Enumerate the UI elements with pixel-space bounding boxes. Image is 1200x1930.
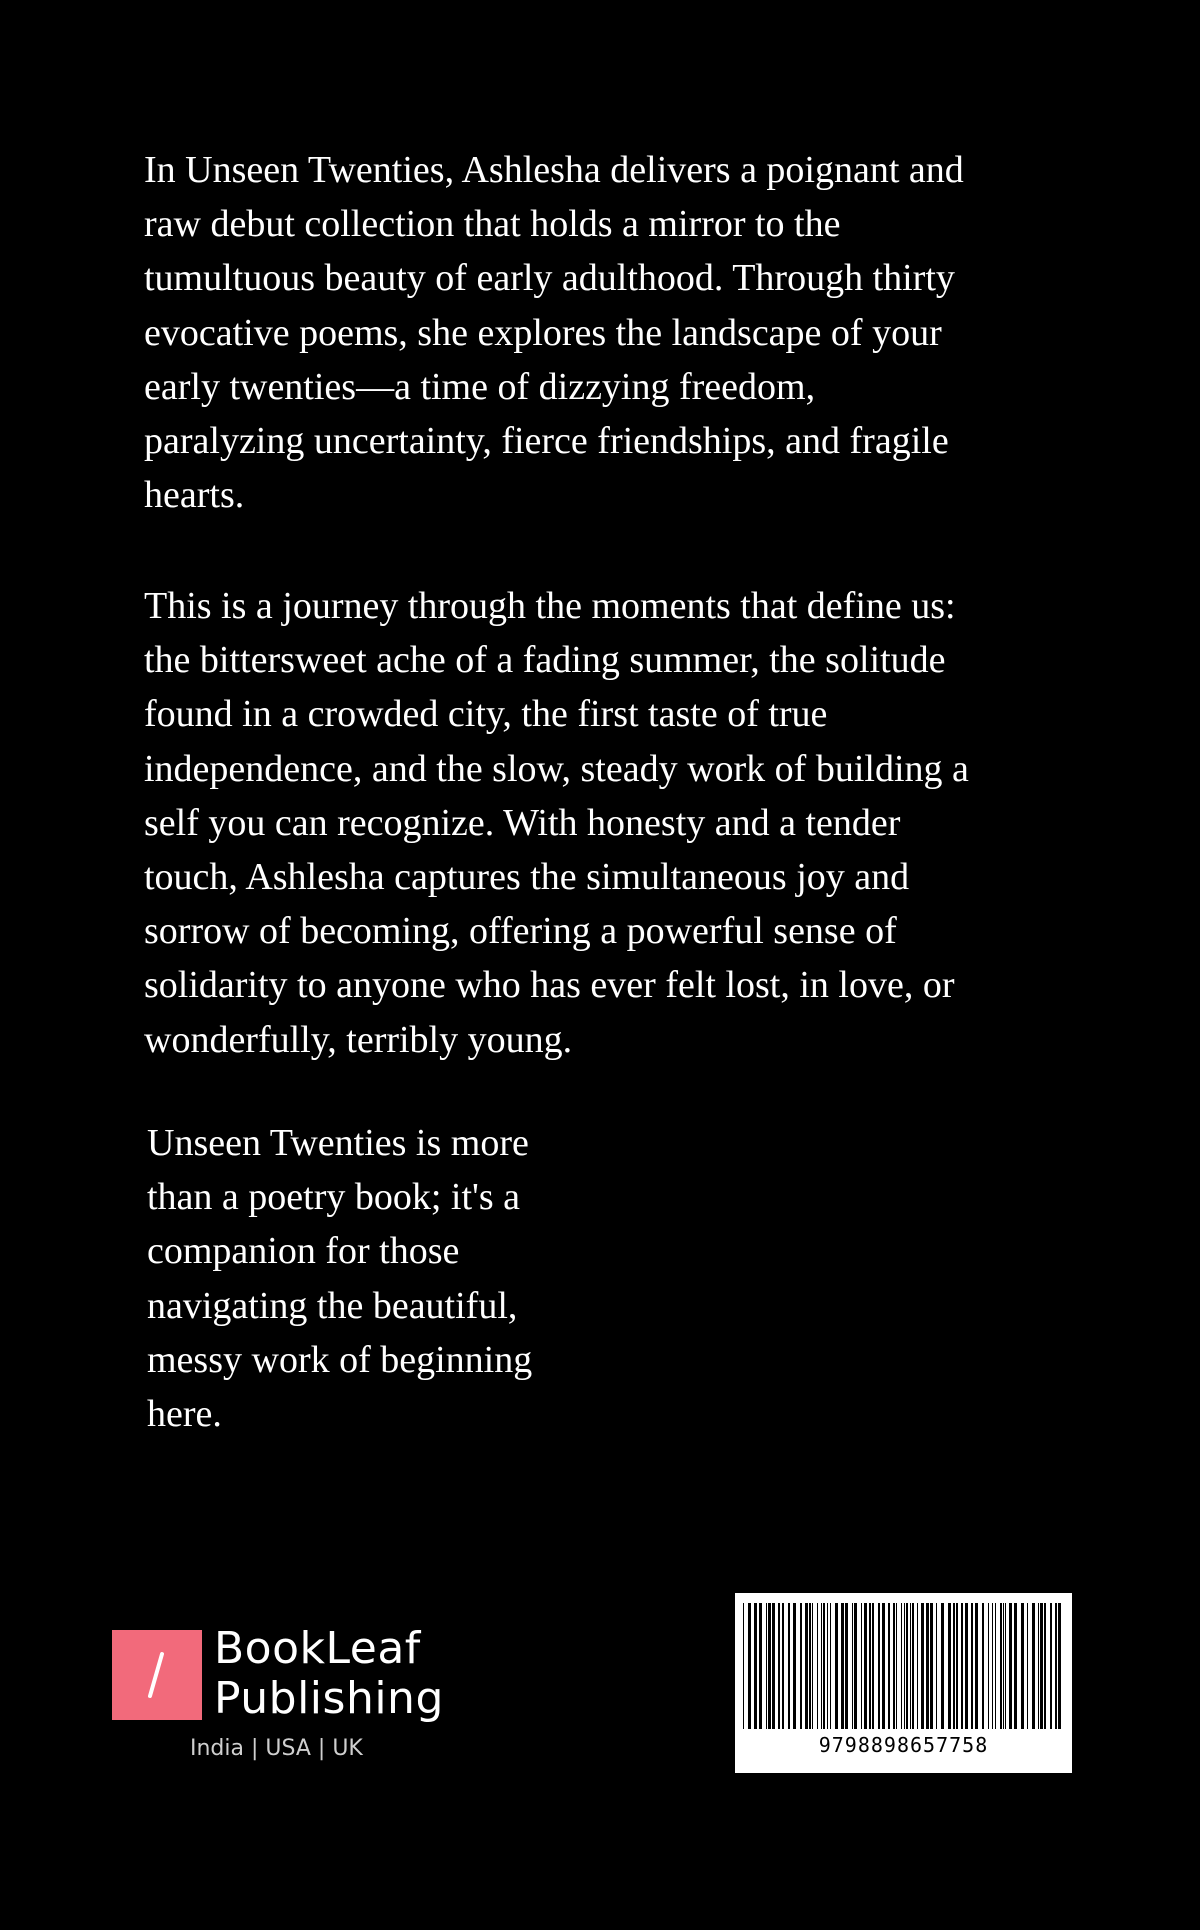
barcode-bar [800, 1603, 802, 1729]
barcode-bar [975, 1603, 978, 1729]
barcode-bar [845, 1603, 848, 1729]
barcode-bar [1044, 1603, 1046, 1729]
barcode-bar [864, 1603, 867, 1729]
barcode-bar [805, 1603, 808, 1729]
barcode-bar [904, 1603, 905, 1729]
publisher-name [214, 1624, 444, 1724]
barcode-bar [1021, 1603, 1024, 1729]
publisher-name-line-1: BookLeaf [214, 1623, 421, 1674]
barcode-bar [896, 1603, 897, 1729]
barcode-bar [1009, 1603, 1012, 1729]
blurb-paragraph-1: In Unseen Twenties, Ashlesha delivers a poignant and raw debut collection that holds a mirror to the tumultuous beauty of early adulthood. Through thirty evocative poems, she explores the landscape of your early twenties—a time of dizzying freedom, paralyzing uncertainty, fierce friendships, and fragile hearts. [144, 149, 964, 517]
barcode-bar [835, 1603, 838, 1729]
barcode-bar [878, 1603, 880, 1729]
barcode-bar [766, 1603, 767, 1729]
barcode-bar [743, 1603, 744, 1729]
barcode-bar [793, 1603, 796, 1729]
barcode-bar [995, 1603, 996, 1729]
barcode-bar [1040, 1603, 1043, 1729]
barcode-bar [912, 1603, 914, 1729]
barcode-bar [882, 1603, 885, 1729]
barcode-bar [830, 1603, 831, 1729]
barcode-bar [817, 1603, 818, 1729]
barcode-bar [1000, 1603, 1002, 1729]
barcode-bar [893, 1603, 895, 1729]
barcode-bar [901, 1603, 902, 1729]
barcode-bar [982, 1603, 984, 1729]
barcode-bar [852, 1603, 853, 1729]
barcode-bar [1005, 1603, 1006, 1729]
publisher-name-line-2: Publishing [214, 1673, 444, 1724]
barcode-bar [861, 1603, 862, 1729]
isbn-barcode [735, 1593, 1072, 1773]
barcode-bar [961, 1603, 963, 1729]
barcode-bar [1032, 1603, 1035, 1729]
barcode-bar [872, 1603, 874, 1729]
barcode-bar [754, 1603, 757, 1729]
barcode-bar [921, 1603, 924, 1729]
barcode-bar [888, 1603, 890, 1729]
isbn-number: 9798898657758 [818, 1733, 989, 1757]
publisher-regions: India | USA | UK [190, 1736, 363, 1761]
barcode-bar [827, 1603, 828, 1729]
barcode-bar [926, 1603, 929, 1729]
barcode-bar [988, 1603, 989, 1729]
barcode-bar [956, 1603, 958, 1729]
barcode-bar [910, 1603, 911, 1729]
barcode-bar [854, 1603, 857, 1729]
barcode-bar [812, 1603, 813, 1729]
barcode-bar [1027, 1603, 1028, 1729]
barcode-bar [971, 1603, 973, 1729]
barcode-bar [772, 1603, 775, 1729]
barcode-bar [906, 1603, 908, 1729]
barcode-bar [768, 1603, 771, 1729]
barcode-icon [735, 1593, 1072, 1733]
barcode-bar [953, 1603, 955, 1729]
barcode-bar [1038, 1603, 1039, 1729]
barcode-bar [1014, 1603, 1017, 1729]
barcode-bar [948, 1603, 951, 1729]
blurb-paragraph-3: Unseen Twenties is more than a poetry book; it's a companion for those navigating the beautiful, messy work of beginning here. [147, 1122, 533, 1436]
barcode-bar [821, 1603, 822, 1729]
barcode-bar [841, 1603, 844, 1729]
barcode-bar [759, 1603, 762, 1729]
barcode-bar [823, 1603, 825, 1729]
barcode-bar [778, 1603, 780, 1729]
barcode-bar [782, 1603, 784, 1729]
barcode-bar [869, 1603, 871, 1729]
barcode-bar [1058, 1603, 1061, 1729]
barcode-bar [965, 1603, 968, 1729]
barcode-bar [1055, 1603, 1057, 1729]
barcode-bar [941, 1603, 944, 1729]
barcode-bar [930, 1603, 933, 1729]
slash-logo-icon [112, 1630, 202, 1720]
barcode-bar [917, 1603, 918, 1729]
barcode-bar [748, 1603, 751, 1729]
barcode-bar [809, 1603, 811, 1729]
barcode-bar [788, 1603, 790, 1729]
barcode-bar [1050, 1603, 1052, 1729]
barcode-bar [936, 1603, 937, 1729]
barcode-bar [992, 1603, 993, 1729]
blurb-paragraph-2: This is a journey through the moments that define us: the bittersweet ache of a fading summer, the solitude found in a crowded city, the first taste of true independence, and the slow, steady work of building a self you can recognize. With honesty and a tender touch, Ashlesha captures the simultaneous joy and sorrow of becoming, offering a powerful sense of solidarity to anyone who has ever felt lost, in love, or wonderfully, terribly young. [144, 585, 969, 1061]
barcode-bar [1003, 1603, 1004, 1729]
publisher-logo [112, 1623, 452, 1770]
